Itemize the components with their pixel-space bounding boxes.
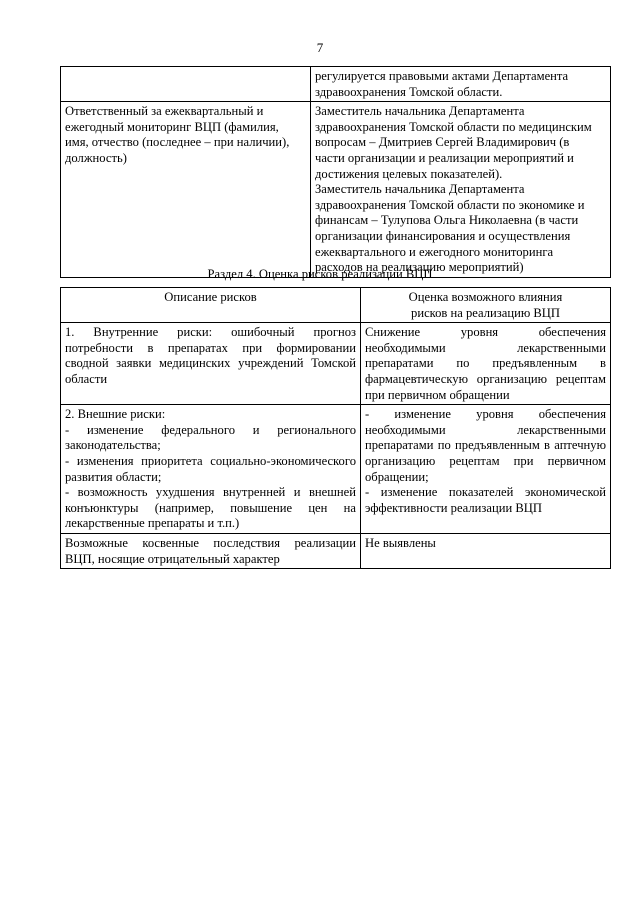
header-text: Оценка возможного влияния: [408, 290, 563, 304]
text-line: фармацевтическую организацию рецептам: [365, 371, 606, 386]
text-line: здравоохранения Томской области по экономике и: [315, 197, 585, 212]
text-line: - возможность ухудшения внутренней и внешней: [65, 485, 356, 500]
text-line: необходимыми лекарственными: [365, 340, 606, 355]
header-right: [361, 288, 611, 323]
text-line: области: [65, 371, 108, 386]
text-line: потребности в препаратах при формировании: [65, 340, 356, 355]
text-line: вопросам – Дмитриев Сергей Владимирович (в: [315, 135, 570, 150]
text-line: сводной заявки медицинских учреждений Томской: [65, 356, 356, 371]
table-row: [61, 67, 611, 102]
cell-left: [61, 102, 311, 278]
text-line: расходов на реализацию мероприятий): [315, 260, 524, 275]
text-line: ежеквартального и ежегодного мониторинга: [315, 244, 554, 259]
cell-left: [61, 405, 361, 534]
text-line: здравоохранения Томской области.: [315, 84, 503, 99]
header-text: Описание рисков: [164, 290, 257, 304]
text-line: 2. Внешние риски:: [65, 407, 166, 422]
text-line: Ответственный за ежеквартальный и: [65, 104, 264, 119]
cell-right: [361, 533, 611, 568]
text-line: организацию рецептам при первичном: [365, 453, 606, 468]
text-line: при первичном обращении: [365, 387, 510, 402]
text-line: регулируется правовыми актами Департамента: [315, 69, 569, 83]
text-line: обращении;: [365, 469, 429, 484]
page-number: 7: [316, 40, 324, 55]
section-title: Раздел 4. Оценка рисков реализации ВЦП: [207, 267, 433, 281]
text-line: - изменения приоритета социально-экономического: [65, 453, 356, 468]
text-line: - изменение показателей экономической: [365, 485, 606, 500]
table-row: [61, 323, 611, 405]
text-line: развития области;: [65, 469, 162, 484]
text-line: достижения целевых показателей).: [315, 166, 503, 181]
text-line: препаратами по предъявленным в аптечную: [365, 438, 606, 453]
header-text: рисков на реализацию ВЦП: [411, 305, 560, 320]
text-line: эффективности реализации ВЦП: [365, 500, 542, 515]
text-line: здравоохранения Томской области по медицинским: [315, 119, 592, 134]
header-left: [61, 288, 361, 323]
text-line: препаратами по предъявленным в: [365, 356, 606, 371]
text-line: - изменение федерального и регионального: [65, 422, 356, 437]
cell-right: [361, 405, 611, 534]
text-line: - изменение уровня обеспечения: [365, 407, 606, 422]
text-line: организации финансирования и осуществления: [315, 228, 571, 243]
text-line: ежегодный мониторинг ВЦП (фамилия,: [65, 119, 279, 134]
table-row: [61, 102, 611, 278]
text-line: Заместитель начальника Департамента: [315, 182, 525, 197]
responsibility-table: [60, 66, 611, 278]
cell-right: [311, 102, 611, 278]
cell-right: [311, 67, 611, 102]
text-line: Возможные косвенные последствия реализации: [65, 535, 356, 550]
text-line: должность): [65, 150, 127, 165]
text-line: ВЦП, носящие отрицательный характер: [65, 551, 280, 566]
text-line: лекарственные препараты и т.п.): [65, 516, 240, 531]
text-line: необходимыми лекарственными: [365, 422, 606, 437]
text-line: конъюнктуры (например, повышение цен на: [65, 500, 356, 515]
text-line: 1. Внутренние риски: ошибочный прогноз: [65, 325, 356, 340]
table-header-row: [61, 288, 611, 323]
text-line: финансам – Тулупова Ольга Николаевна (в части: [315, 213, 579, 228]
cell-right: [361, 323, 611, 405]
table-row: [61, 405, 611, 534]
text-line: законодательства;: [65, 438, 161, 453]
text-line: части организации и реализации мероприятий и: [315, 150, 574, 165]
cell-left: [61, 533, 361, 568]
text-line: Не выявлены: [365, 535, 436, 550]
text-line: Заместитель начальника Департамента: [315, 104, 525, 119]
text-line: имя, отчество (последнее – при наличии),: [65, 135, 290, 150]
cell-left: [61, 67, 311, 102]
table-row: [61, 533, 611, 568]
cell-left: [61, 323, 361, 405]
risk-table: [60, 287, 611, 569]
text-line: Снижение уровня обеспечения: [365, 325, 606, 340]
